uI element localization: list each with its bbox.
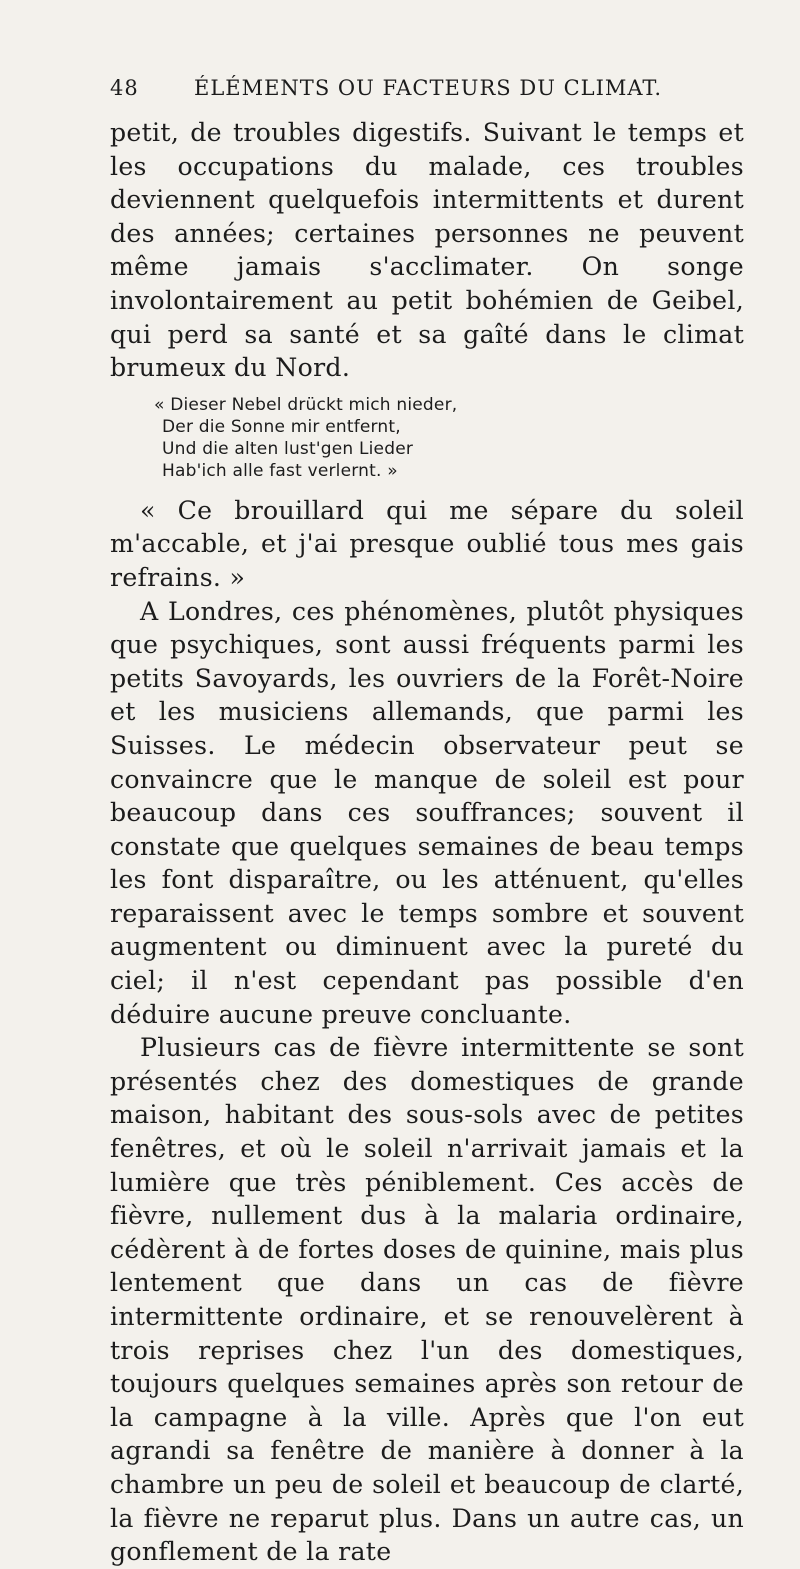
paragraph-london: A Londres, ces phénomènes, plutôt physiques que psychiques, sont aussi fréquents parmi les petits Savoyards, les ouvriers de la Forêt-Noire et les musiciens allemands, que parmi les Suisses. Le médecin observateur peut se convaincre que le manque de soleil est pour beaucoup dans ces souffrances; souvent il constate que quelques semaines de beau temps les font disparaître, ou les atténuent, qu'elles reparaissent avec le temps sombre et souvent augmentent ou diminuent avec la pureté du ciel; il n'est cependant pas possible d'en déduire aucune preuve concluante. — [110, 596, 744, 1029]
running-head — [110, 76, 746, 106]
body-text — [110, 116, 744, 1569]
verse-line: Und die alten lust'gen Lieder — [162, 438, 414, 459]
verse-line: Hab'ich alle fast verlernt. » — [162, 460, 398, 481]
paragraph-opening: petit, de troubles digestifs. Suivant le temps et les occupations du malade, ces troubles deviennent quelquefois intermittents et durent des années; certaines personnes ne peuvent même jamais s'acclimater. On songe involontairement au petit bohémien de Geibel, qui perd sa santé et sa gaîté dans le climat brumeux du Nord. — [110, 118, 744, 383]
verse-line: Der die Sonne mir entfernt, — [162, 416, 401, 437]
paragraph-fever-cases: Plusieurs cas de fièvre intermittente se sont présentés chez des domestiques de grande maison, habitant des sous-sols avec de petites fenêtres, et où le soleil n'arrivait jamais et la lumière que très péniblement. Ces accès de fièvre, nullement dus à la malaria ordinaire, cédèrent à de fortes doses de quinine, mais plus lentement que dans un cas de fièvre intermittente ordinaire, et se renouvelèrent à trois reprises chez l'un des domestiques, toujours quelques semaines après son retour de la campagne à la ville. Après que l'on eut agrandi sa fenêtre de manière à donner à la chambre un peu de soleil et beaucoup de clarté, la fièvre ne reparut plus. Dans un autre cas, un gonflement de la rate — [110, 1033, 744, 1567]
verse-line: « Dieser Nebel drückt mich nieder, — [154, 394, 458, 415]
paragraph-translation: « Ce brouillard qui me sépare du soleil m'accable, et j'ai presque oublié tous mes gais refrains. » — [110, 495, 744, 592]
running-title: ÉLÉMENTS OU FACTEURS DU CLIMAT. — [194, 76, 662, 100]
verse-quotation — [154, 394, 744, 482]
page-number: 48 — [110, 76, 139, 100]
